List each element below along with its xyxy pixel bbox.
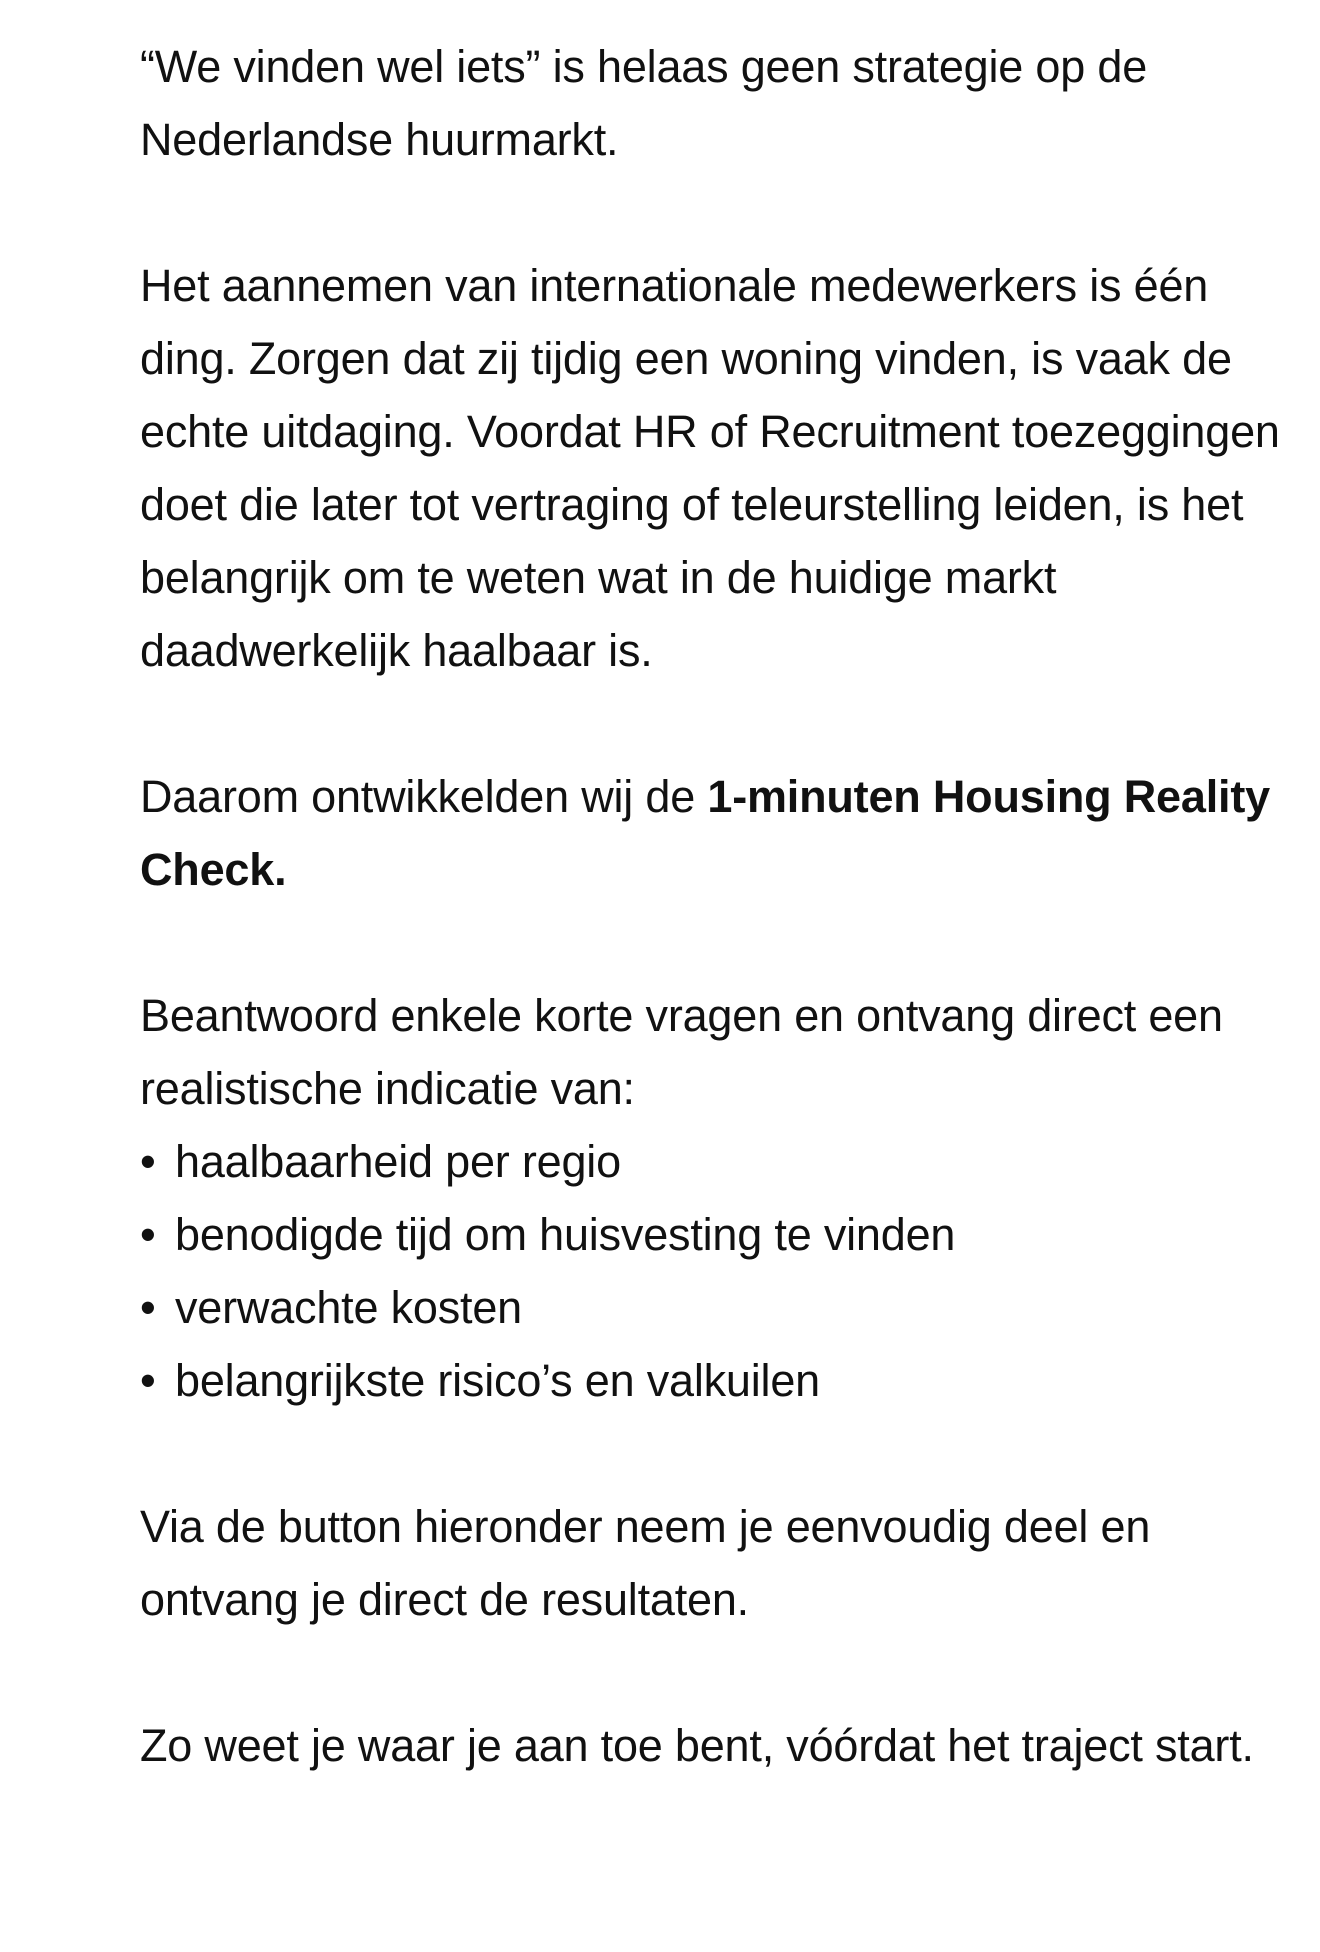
paragraph-reality-check-intro — [140, 760, 1280, 906]
questions-intro: Beantwoord enkele korte vragen en ontvang direct een realistische indicatie van: — [140, 990, 1223, 1114]
post-body — [140, 30, 1280, 1782]
paragraph-button-info: Via de button hieronder neem je eenvoudig deel en ontvang je direct de resultaten. — [140, 1501, 1151, 1625]
indication-list — [140, 1125, 1280, 1417]
reality-check-intro-text: Daarom ontwikkelden wij de — [140, 771, 708, 822]
paragraph-questions — [140, 979, 1280, 1417]
paragraph-hiring-context: Het aannemen van internationale medewerkers is één ding. Zorgen dat zij tijdig een woning vinden, is vaak de echte uitdaging. Voordat HR of Recruitment toezeggingen doet die later tot vertraging of teleurstelling leiden, is het belangrijk om te weten wat in de huidige markt daadwerkelijk haalbaar is. — [140, 260, 1280, 676]
list-item-region: • haalbaarheid per regio — [140, 1125, 1280, 1198]
paragraph-strategy: “We vinden wel iets” is helaas geen strategie op de Nederlandse huurmarkt. — [140, 41, 1148, 165]
list-item-costs: • verwachte kosten — [140, 1271, 1280, 1344]
list-item-risks: • belangrijkste risico’s en valkuilen — [140, 1344, 1280, 1417]
paragraph-closing: Zo weet je waar je aan toe bent, vóórdat het traject start. — [140, 1720, 1254, 1771]
reality-check-title: 1-minuten Housing Reality Check. — [140, 771, 1270, 895]
list-item-time: • benodigde tijd om huisvesting te vinden — [140, 1198, 1280, 1271]
